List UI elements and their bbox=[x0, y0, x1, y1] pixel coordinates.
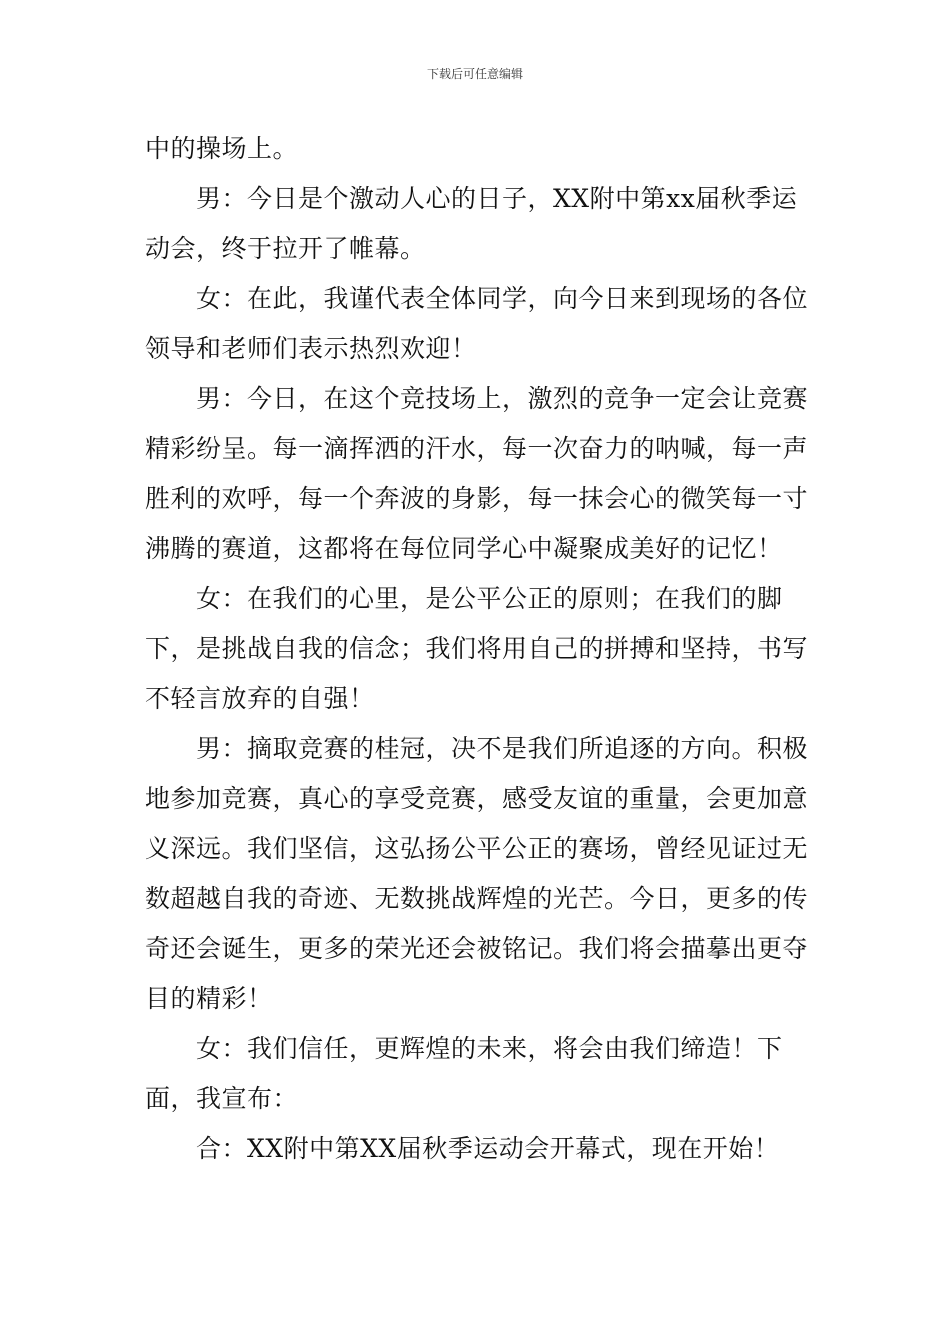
paragraph-female-announce: 女：我们信任，更辉煌的未来，将会由我们缔造！下面，我宣布： bbox=[145, 1034, 783, 1113]
paragraph-together-open: 合：XX附中第XX届秋季运动会开幕式，现在开始！ bbox=[196, 1134, 780, 1163]
paragraph-male-spirit: 男：摘取竞赛的桂冠，决不是我们所追逐的方向。积极地参加竞赛，真心的享受竞赛，感受友谊的重量，会更加意义深远。我们坚信，这弘扬公平公正的赛场，曾经见证过无数超越自我的奇迹、无数挑战辉煌的光芒。今日，更多的传奇还会诞生，更多的荣光还会被铭记。我们将会描摹出更夺目的精彩！ bbox=[145, 734, 809, 1013]
paragraph-continuation: 中的操场上。 bbox=[145, 134, 299, 163]
paragraph-female-welcome: 女：在此，我谨代表全体同学，向今日来到现场的各位领导和老师们表示热烈欢迎！ bbox=[145, 284, 809, 363]
document-body bbox=[145, 124, 810, 1174]
paragraph-male-opening: 男：今日是个激动人心的日子，XX附中第xx届秋季运动会，终于拉开了帷幕。 bbox=[145, 184, 798, 263]
paragraph-female-fairness: 女：在我们的心里，是公平公正的原则；在我们的脚下，是挑战自我的信念；我们将用自己的拼搏和坚持，书写不轻言放弃的自强！ bbox=[145, 584, 809, 713]
page-header: 下载后可任意编辑 bbox=[426, 67, 523, 81]
paragraph-male-competition: 男：今日，在这个竞技场上，激烈的竞争一定会让竞赛精彩纷呈。每一滴挥洒的汗水，每一次奋力的呐喊，每一声胜利的欢呼，每一个奔波的身影，每一抹会心的微笑每一寸沸腾的赛道，这都将在每位同学心中凝聚成美好的记忆！ bbox=[145, 384, 809, 563]
